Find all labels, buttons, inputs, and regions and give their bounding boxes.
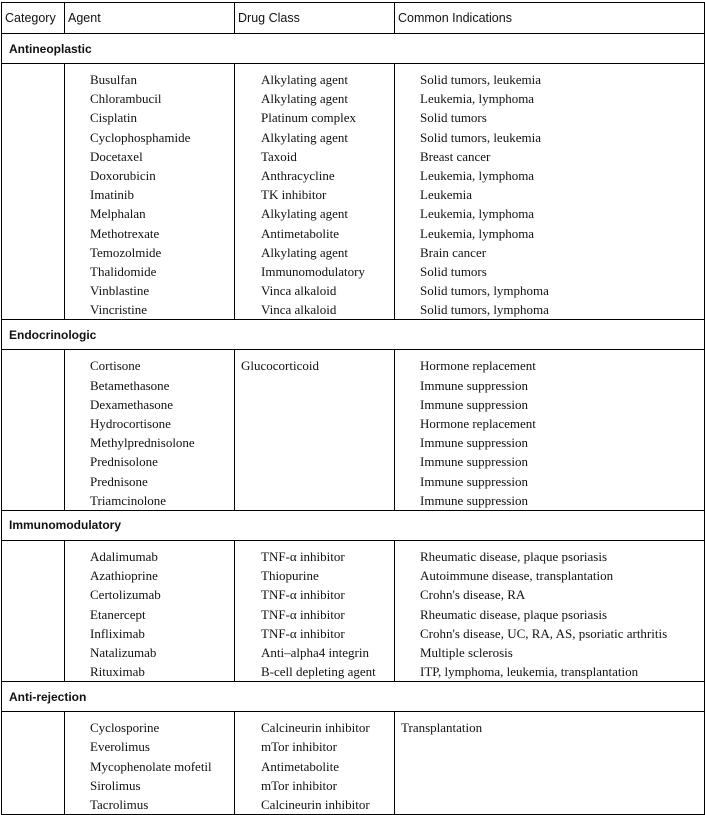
agent-name: Cyclophosphamide: [90, 129, 191, 145]
drug-class: Platinum complex: [261, 110, 356, 126]
agent-name: Prednisolone: [90, 454, 158, 470]
section-header-row: [2, 510, 705, 540]
drug-class: TNF-α inhibitor: [261, 587, 345, 603]
agent-name: Infliximab: [90, 625, 145, 641]
indication: Solid tumors: [420, 110, 487, 126]
indication: Rheumatic disease, plaque psoriasis: [420, 548, 608, 564]
drug-table: [1, 2, 705, 815]
agent-cell: [65, 350, 235, 511]
drug-class: TNF-α inhibitor: [261, 606, 345, 622]
indication: Leukemia, lymphoma: [420, 91, 535, 107]
drug-class: TNF-α inhibitor: [261, 625, 345, 641]
agent-name: Melphalan: [90, 206, 146, 222]
drug-class: Alkylating agent: [261, 72, 349, 87]
indication: Solid tumors: [420, 263, 487, 279]
agent-name: Azathioprine: [90, 568, 158, 584]
agent-name: Tacrolimus: [90, 797, 149, 812]
agent-name: Everolimus: [90, 739, 150, 755]
agent-name: Hydrocortisone: [90, 416, 171, 431]
drug-class: Vinca alkaloid: [261, 302, 337, 318]
agent-name: Thalidomide: [90, 263, 157, 279]
header-agent: Agent: [65, 3, 235, 34]
indication: Immune suppression: [420, 377, 528, 393]
drug-class: Thiopurine: [261, 568, 319, 584]
drug-class: Antimetabolite: [261, 758, 339, 774]
indication: Immune suppression: [420, 492, 528, 508]
agent-name: Cisplatin: [90, 110, 137, 126]
category-cell: [2, 350, 65, 511]
drug-class: Alkylating agent: [261, 206, 349, 222]
drug-class-cell: [235, 64, 395, 320]
indication: Leukemia: [420, 187, 472, 203]
agent-name: Docetaxel: [90, 148, 143, 164]
section-content-row: [2, 64, 705, 320]
section-title-endocrinologic: Endocrinologic: [2, 320, 705, 350]
agent-name: Busulfan: [90, 72, 137, 87]
indication: Hormone replacement: [420, 416, 536, 431]
category-cell: [2, 64, 65, 320]
drug-class-cell: [235, 350, 395, 511]
section-content-row: [2, 540, 705, 681]
agent-cell: [65, 64, 235, 320]
drug-class: Anti–alpha4 integrin: [261, 644, 369, 660]
drug-class: Taxoid: [261, 148, 297, 164]
indications-cell: [395, 712, 705, 815]
agent-name: Methylprednisolone: [90, 435, 195, 451]
agent-name: Imatinib: [90, 187, 135, 203]
drug-class: Anthracycline: [261, 167, 335, 183]
indication: Autoimmune disease, transplantation: [420, 568, 614, 584]
agent-name: Prednisone: [90, 473, 148, 489]
indication: Crohn's disease, RA: [420, 587, 526, 603]
agent-name: Methotrexate: [90, 225, 160, 241]
section-title-anti-rejection: Anti-rejection: [2, 682, 705, 712]
agent-name: Temozolmide: [90, 244, 162, 260]
drug-class-cell: [235, 540, 395, 681]
agent-name: Doxorubicin: [90, 167, 156, 183]
indication: Solid tumors, lymphoma: [420, 302, 549, 318]
section-content-row: [2, 350, 705, 511]
agent-name: Sirolimus: [90, 777, 141, 793]
agent-name: Cyclosporine: [90, 720, 160, 736]
drug-class: Alkylating agent: [261, 129, 349, 145]
drug-class: Alkylating agent: [261, 91, 349, 107]
indications-cell: [395, 540, 705, 681]
agent-name: Certolizumab: [90, 587, 161, 603]
header-drug-class: Drug Class: [235, 3, 395, 34]
indication: Leukemia, lymphoma: [420, 225, 535, 241]
agent-name: Dexamethasone: [90, 396, 174, 412]
drug-class: Immunomodulatory: [261, 263, 365, 279]
agent-name: Etanercept: [90, 606, 146, 622]
drug-class: Glucocorticoid: [241, 358, 319, 374]
section-header-row: [2, 682, 705, 712]
header-category: Category: [2, 3, 65, 34]
agent-name: Rituximab: [90, 664, 145, 680]
indication: Solid tumors, lymphoma: [420, 283, 549, 299]
section-title-immunomodulatory: Immunomodulatory: [2, 510, 705, 540]
indications-cell: [395, 64, 705, 320]
indication: Rheumatic disease, plaque psoriasis: [420, 606, 608, 622]
drug-class: Antimetabolite: [261, 225, 339, 241]
indication: Leukemia, lymphoma: [420, 167, 535, 183]
indication: Breast cancer: [420, 148, 491, 164]
indication: Leukemia, lymphoma: [420, 206, 535, 222]
agent-cell: [65, 540, 235, 681]
agent-name: Vincristine: [90, 302, 147, 318]
section-content-row: [2, 712, 705, 815]
indication: Transplantation: [401, 720, 483, 736]
indications-cell: [395, 350, 705, 511]
indication: Crohn's disease, UC, RA, AS, psoriatic arthritis: [420, 625, 668, 641]
drug-class: Vinca alkaloid: [261, 283, 337, 299]
indication: Immune suppression: [420, 454, 528, 470]
indication: Immune suppression: [420, 435, 528, 451]
section-header-row: [2, 320, 705, 350]
indication: Solid tumors, leukemia: [420, 72, 541, 87]
indication: Brain cancer: [420, 244, 487, 260]
agent-name: Adalimumab: [90, 548, 158, 564]
agent-cell: [65, 712, 235, 815]
indication: Solid tumors, leukemia: [420, 129, 541, 145]
indication: Hormone replacement: [420, 358, 536, 374]
agent-name: Betamethasone: [90, 377, 170, 393]
drug-class: Calcineurin inhibitor: [261, 720, 370, 736]
agent-name: Natalizumab: [90, 644, 157, 660]
agent-name: Cortisone: [90, 358, 141, 374]
agent-name: Triamcinolone: [90, 492, 167, 508]
drug-class: TK inhibitor: [261, 187, 327, 203]
agent-name: Vinblastine: [90, 283, 150, 299]
section-header-row: [2, 34, 705, 64]
drug-class: TNF-α inhibitor: [261, 548, 345, 564]
drug-class: mTor inhibitor: [261, 777, 338, 793]
indication: Multiple sclerosis: [420, 644, 513, 660]
category-cell: [2, 712, 65, 815]
indication: Immune suppression: [420, 396, 528, 412]
drug-class: Alkylating agent: [261, 244, 349, 260]
indication: ITP, lymphoma, leukemia, transplantation: [420, 664, 639, 680]
table-header-row: [2, 3, 705, 34]
drug-class: Calcineurin inhibitor: [261, 797, 370, 812]
drug-class: mTor inhibitor: [261, 739, 338, 755]
drug-class: B-cell depleting agent: [261, 664, 376, 680]
header-indications: Common Indications: [395, 3, 705, 34]
agent-name: Mycophenolate mofetil: [90, 758, 212, 774]
category-cell: [2, 540, 65, 681]
drug-class-cell: [235, 712, 395, 815]
section-title-antineoplastic: Antineoplastic: [2, 34, 705, 64]
indication: Immune suppression: [420, 473, 528, 489]
agent-name: Chlorambucil: [90, 91, 162, 107]
